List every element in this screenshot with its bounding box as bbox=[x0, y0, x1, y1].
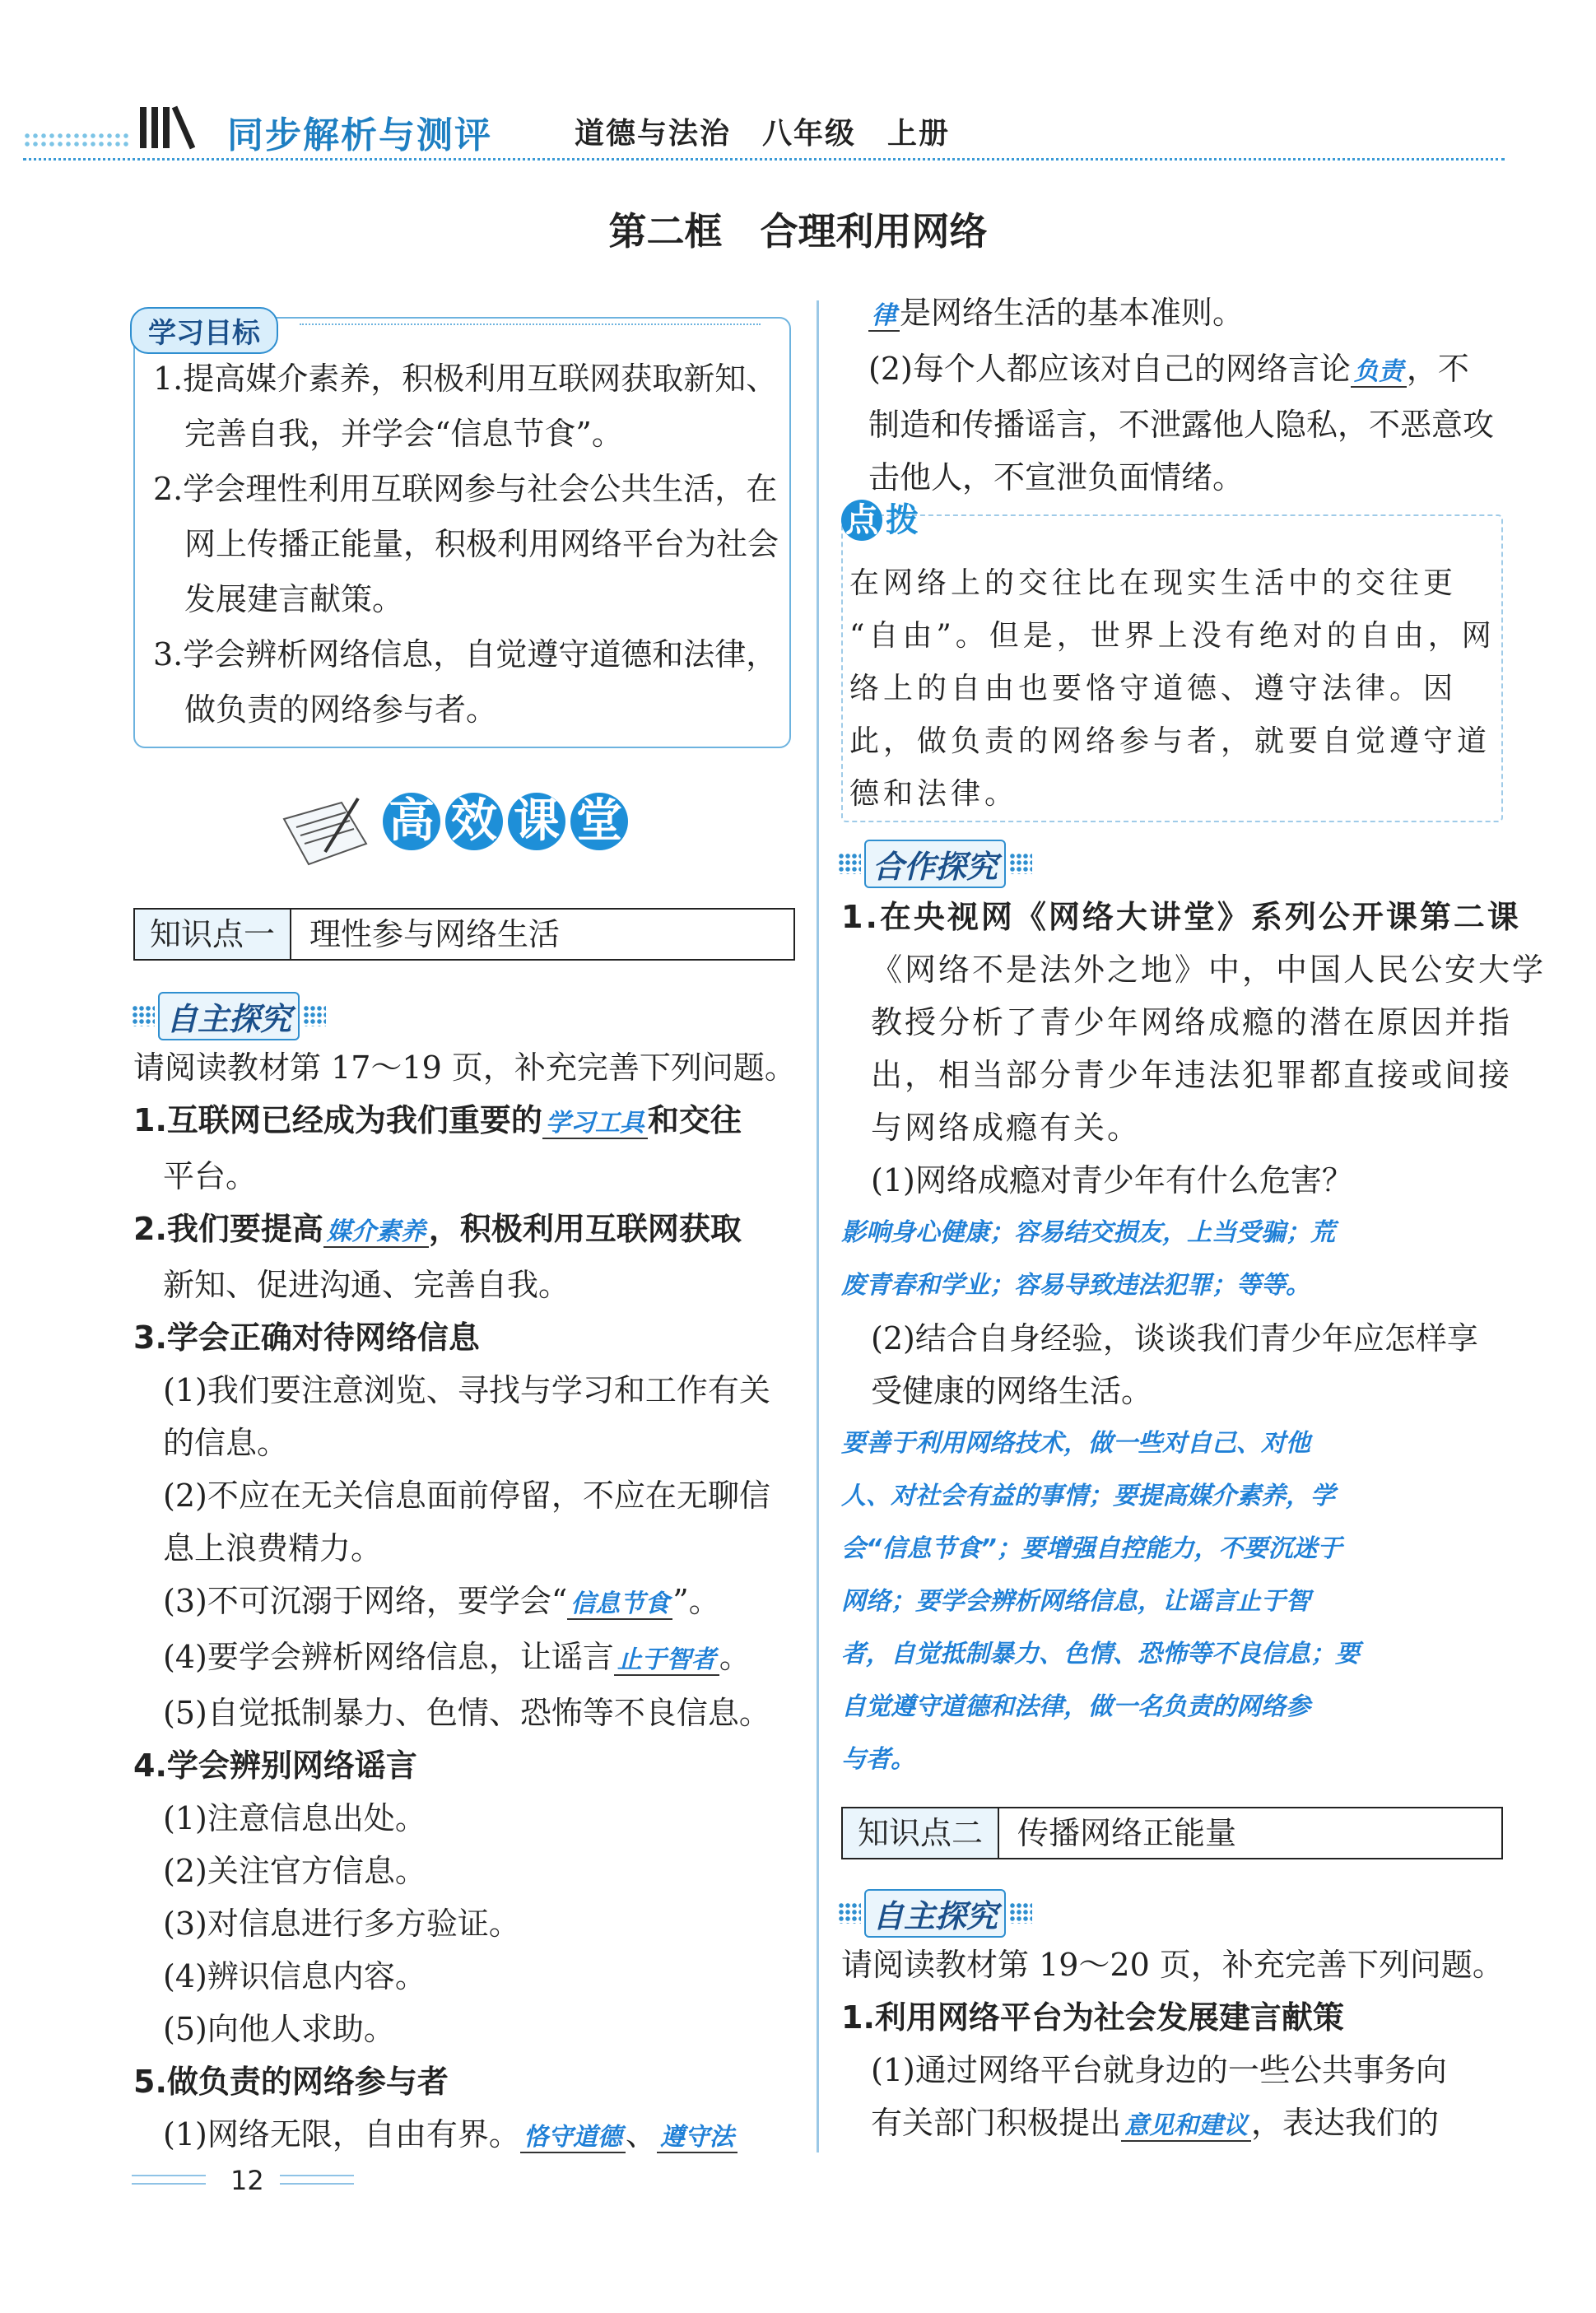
knowledge-point-2-header bbox=[841, 1807, 1503, 1859]
learning-goals-tag: 学习目标 bbox=[130, 307, 278, 354]
intro-text: 请阅读教材第 19～20 页，补充完善下列问题。 bbox=[841, 1947, 1504, 1983]
answer-law-continued: 律 bbox=[868, 301, 900, 332]
text: 1.互联网已经成为我们重要的 bbox=[133, 1102, 542, 1138]
page-title: 第二框 合理利用网络 bbox=[608, 209, 988, 254]
banner-char: 高 bbox=[383, 793, 440, 850]
text: 息上浪费精力。 bbox=[163, 1530, 383, 1566]
cooperative-question bbox=[841, 891, 1547, 1786]
text: 受健康的网络生活。 bbox=[871, 1373, 1153, 1409]
knowledge-point-number: 知识点二 bbox=[843, 1808, 999, 1858]
question-1 bbox=[133, 1094, 800, 1150]
text: ，表达我们的 bbox=[1251, 2105, 1440, 2141]
text: 、 bbox=[625, 2116, 657, 2152]
question-5-1 bbox=[133, 2108, 800, 2164]
answer-abide-law: 遵守法 bbox=[657, 2123, 738, 2153]
right-column-bottom-text bbox=[841, 1938, 1508, 2152]
coop-answer-2-line: 者，自觉抵制暴力、色情、恐怖等不良信息；要 bbox=[841, 1640, 1360, 1668]
text: 2.我们要提高 bbox=[133, 1211, 323, 1247]
knowledge-point-title: 传播网络正能量 bbox=[1017, 1815, 1237, 1851]
tip-tag-char: 点 bbox=[841, 500, 882, 541]
footer-rule bbox=[280, 2183, 354, 2185]
self-explore-label: 自主探究 bbox=[158, 992, 300, 1040]
continued-line bbox=[868, 286, 1510, 342]
text: (4)辨识信息内容。 bbox=[163, 1958, 426, 1994]
question-3: 3.学会正确对待网络信息 bbox=[133, 1319, 480, 1356]
text: (1)网络无限，自由有界。 bbox=[163, 2116, 520, 2152]
text: 平台。 bbox=[163, 1158, 258, 1194]
knowledge-point-1-header bbox=[133, 908, 795, 961]
coop-subquestion-2: (2)结合自身经验，谈谈我们青少年应怎样享 bbox=[871, 1320, 1478, 1357]
header-dots-decoration bbox=[23, 132, 130, 148]
tip-line: 此，做负责的网络参与者，就要自觉遵守道 bbox=[849, 724, 1491, 758]
text: (2)每个人都应该对自己的网络言论 bbox=[868, 351, 1351, 387]
tip-line: “自由”。但是，世界上没有绝对的自由，网 bbox=[849, 619, 1496, 653]
banner-char: 效 bbox=[445, 793, 503, 850]
coop-q-line: 出，相当部分青少年违法犯罪都直接或间接 bbox=[871, 1057, 1513, 1093]
text: 新知、促进沟通、完善自我。 bbox=[163, 1267, 570, 1303]
dots-decoration bbox=[838, 1902, 861, 1924]
coop-q-line: 《网络不是法外之地》中，中国人民公安大学 bbox=[871, 952, 1547, 988]
coop-subquestion-1: (1)网络成瘾对青少年有什么危害？ bbox=[871, 1162, 1353, 1198]
footer-rule bbox=[132, 2183, 206, 2185]
dots-decoration bbox=[1009, 1902, 1032, 1924]
text: (1)注意信息出处。 bbox=[163, 1800, 426, 1836]
left-column-text bbox=[133, 1041, 800, 2164]
header-rule bbox=[23, 158, 1505, 161]
text: (2)不应在无关信息面前停留，不应在无聊信 bbox=[163, 1478, 770, 1514]
text: ，积极利用互联网获取 bbox=[428, 1211, 742, 1247]
question-5-2 bbox=[868, 342, 1510, 398]
header-brand: 同步解析与测评 bbox=[227, 114, 492, 156]
tip-tag-char: 拨 bbox=[886, 501, 919, 539]
tip-line: 络上的自由也要恪守道德、遵守法律。因 bbox=[849, 672, 1458, 705]
text: (1)通过网络平台就身边的一些公共事务向 bbox=[871, 2052, 1447, 2088]
goal-item: 2.学会理性利用互联网参与社会公共生活，在网上传播正能量，积极利用网络平台为社会发展建言献策。 bbox=[153, 471, 779, 617]
book-logo-icon bbox=[138, 102, 221, 151]
tip-body bbox=[849, 557, 1500, 821]
text: 和交往 bbox=[647, 1102, 742, 1138]
cooperative-explore-tag bbox=[838, 844, 1032, 883]
text: ，不 bbox=[1406, 351, 1469, 387]
page-header bbox=[23, 99, 1505, 165]
dots-decoration bbox=[132, 1005, 155, 1026]
learning-goals-list bbox=[153, 351, 779, 738]
text: 击他人，不宣泄负面情绪。 bbox=[868, 459, 1245, 496]
learning-goals-box bbox=[133, 317, 791, 748]
tip-line: 在网络上的交往比在现实生活中的交往更 bbox=[849, 566, 1458, 600]
answer-responsible: 负责 bbox=[1351, 357, 1407, 388]
tip-tag bbox=[841, 500, 919, 541]
point-1-1 bbox=[841, 2097, 1508, 2152]
column-divider bbox=[817, 300, 819, 2152]
text: 有关部门积极提出 bbox=[871, 2105, 1122, 2141]
answer-stop-at-wise: 止于智者 bbox=[614, 1645, 719, 1676]
banner-title bbox=[383, 793, 628, 850]
text: 1.在央视网《网络大讲堂》系列公开课第二课 bbox=[841, 899, 1521, 935]
coop-answer-2-line: 与者。 bbox=[841, 1745, 915, 1774]
goal-item: 1.提高媒介素养，积极利用互联网获取新知、完善自我，并学会“信息节食”。 bbox=[153, 361, 778, 452]
question-2 bbox=[133, 1203, 800, 1259]
point-1: 1.利用网络平台为社会发展建言献策 bbox=[841, 1999, 1344, 2036]
self-explore-label: 自主探究 bbox=[864, 1889, 1006, 1938]
footer-rule bbox=[280, 2175, 354, 2176]
coop-answer-1-line: 废青春和学业；容易导致违法犯罪；等等。 bbox=[841, 1271, 1310, 1300]
goal-tag-dotted-line bbox=[300, 323, 761, 325]
coop-q-line: 与网络成瘾有关。 bbox=[871, 1110, 1142, 1146]
goal-item: 3.学会辨析网络信息，自觉遵守道德和法律，做负责的网络参与者。 bbox=[153, 636, 778, 728]
answer-opinions-suggestions: 意见和建议 bbox=[1121, 2111, 1251, 2142]
banner-char: 课 bbox=[508, 793, 565, 850]
dots-decoration bbox=[303, 1005, 326, 1026]
text: 制造和传播谣言，不泄露他人隐私，不恶意攻 bbox=[868, 407, 1495, 443]
paper-pen-icon bbox=[276, 794, 375, 868]
text: ”。 bbox=[672, 1583, 720, 1619]
text: 是网络生活的基本准则。 bbox=[900, 295, 1245, 331]
coop-answer-1-line: 影响身心健康；容易结交损友，上当受骗；荒 bbox=[841, 1218, 1335, 1247]
dots-decoration bbox=[838, 853, 861, 874]
text: (2)关注官方信息。 bbox=[163, 1853, 426, 1889]
coop-answer-2-line: 网络；要学会辨析网络信息，让谣言止于智 bbox=[841, 1587, 1310, 1616]
text: (1)我们要注意浏览、寻找与学习和工作有关 bbox=[163, 1372, 770, 1408]
self-explore-tag-2 bbox=[838, 1893, 1032, 1933]
answer-abide-morality: 恪守道德 bbox=[520, 2123, 626, 2153]
header-subtitle: 道德与法治 八年级 上册 bbox=[575, 117, 951, 151]
text: (4)要学会辨析网络信息，让谣言 bbox=[163, 1639, 614, 1675]
footer-rule bbox=[132, 2175, 206, 2176]
coop-answer-2-line: 人、对社会有益的事情；要提高媒介素养，学 bbox=[841, 1482, 1335, 1510]
efficient-class-banner bbox=[276, 786, 646, 877]
answer-study-tool: 学习工具 bbox=[542, 1109, 648, 1139]
text: (3)不可沉溺于网络，要学会“ bbox=[163, 1583, 568, 1619]
tip-line: 德和法律。 bbox=[849, 777, 1019, 811]
answer-info-diet: 信息节食 bbox=[567, 1589, 672, 1620]
text: (5)向他人求助。 bbox=[163, 2011, 395, 2047]
self-explore-tag bbox=[132, 996, 326, 1035]
question-4: 4.学会辨别网络谣言 bbox=[133, 1748, 417, 1784]
text: (3)对信息进行多方验证。 bbox=[163, 1906, 520, 1942]
page-footer bbox=[132, 2165, 379, 2198]
right-column-top-text bbox=[868, 286, 1510, 504]
tip-box bbox=[841, 501, 1503, 822]
banner-char: 堂 bbox=[570, 793, 628, 850]
question-3-4 bbox=[133, 1631, 800, 1687]
dots-decoration bbox=[1009, 853, 1032, 874]
knowledge-point-title: 理性参与网络生活 bbox=[309, 916, 561, 952]
text: (5)自觉抵制暴力、色情、恐怖等不良信息。 bbox=[163, 1695, 770, 1731]
question-3-3 bbox=[133, 1575, 800, 1631]
text: 。 bbox=[719, 1639, 751, 1675]
coop-answer-2-line: 要善于利用网络技术，做一些对自己、对他 bbox=[841, 1429, 1310, 1458]
intro-text: 请阅读教材第 17～19 页，补充完善下列问题。 bbox=[133, 1049, 796, 1086]
coop-answer-2-line: 自觉遵守道德和法律，做一名负责的网络参 bbox=[841, 1692, 1310, 1721]
text: 的信息。 bbox=[163, 1425, 289, 1461]
cooperative-explore-label: 合作探究 bbox=[864, 840, 1006, 888]
knowledge-point-number: 知识点一 bbox=[135, 910, 291, 959]
page-number: 12 bbox=[230, 2165, 264, 2196]
coop-answer-2-line: 会“信息节食”；要增强自控能力，不要沉迷于 bbox=[841, 1534, 1342, 1563]
question-5: 5.做负责的网络参与者 bbox=[133, 2064, 449, 2100]
coop-q-line bbox=[841, 891, 1521, 943]
answer-media-literacy: 媒介素养 bbox=[323, 1217, 429, 1248]
coop-q-line: 教授分析了青少年网络成瘾的潜在原因并指 bbox=[871, 1004, 1513, 1040]
